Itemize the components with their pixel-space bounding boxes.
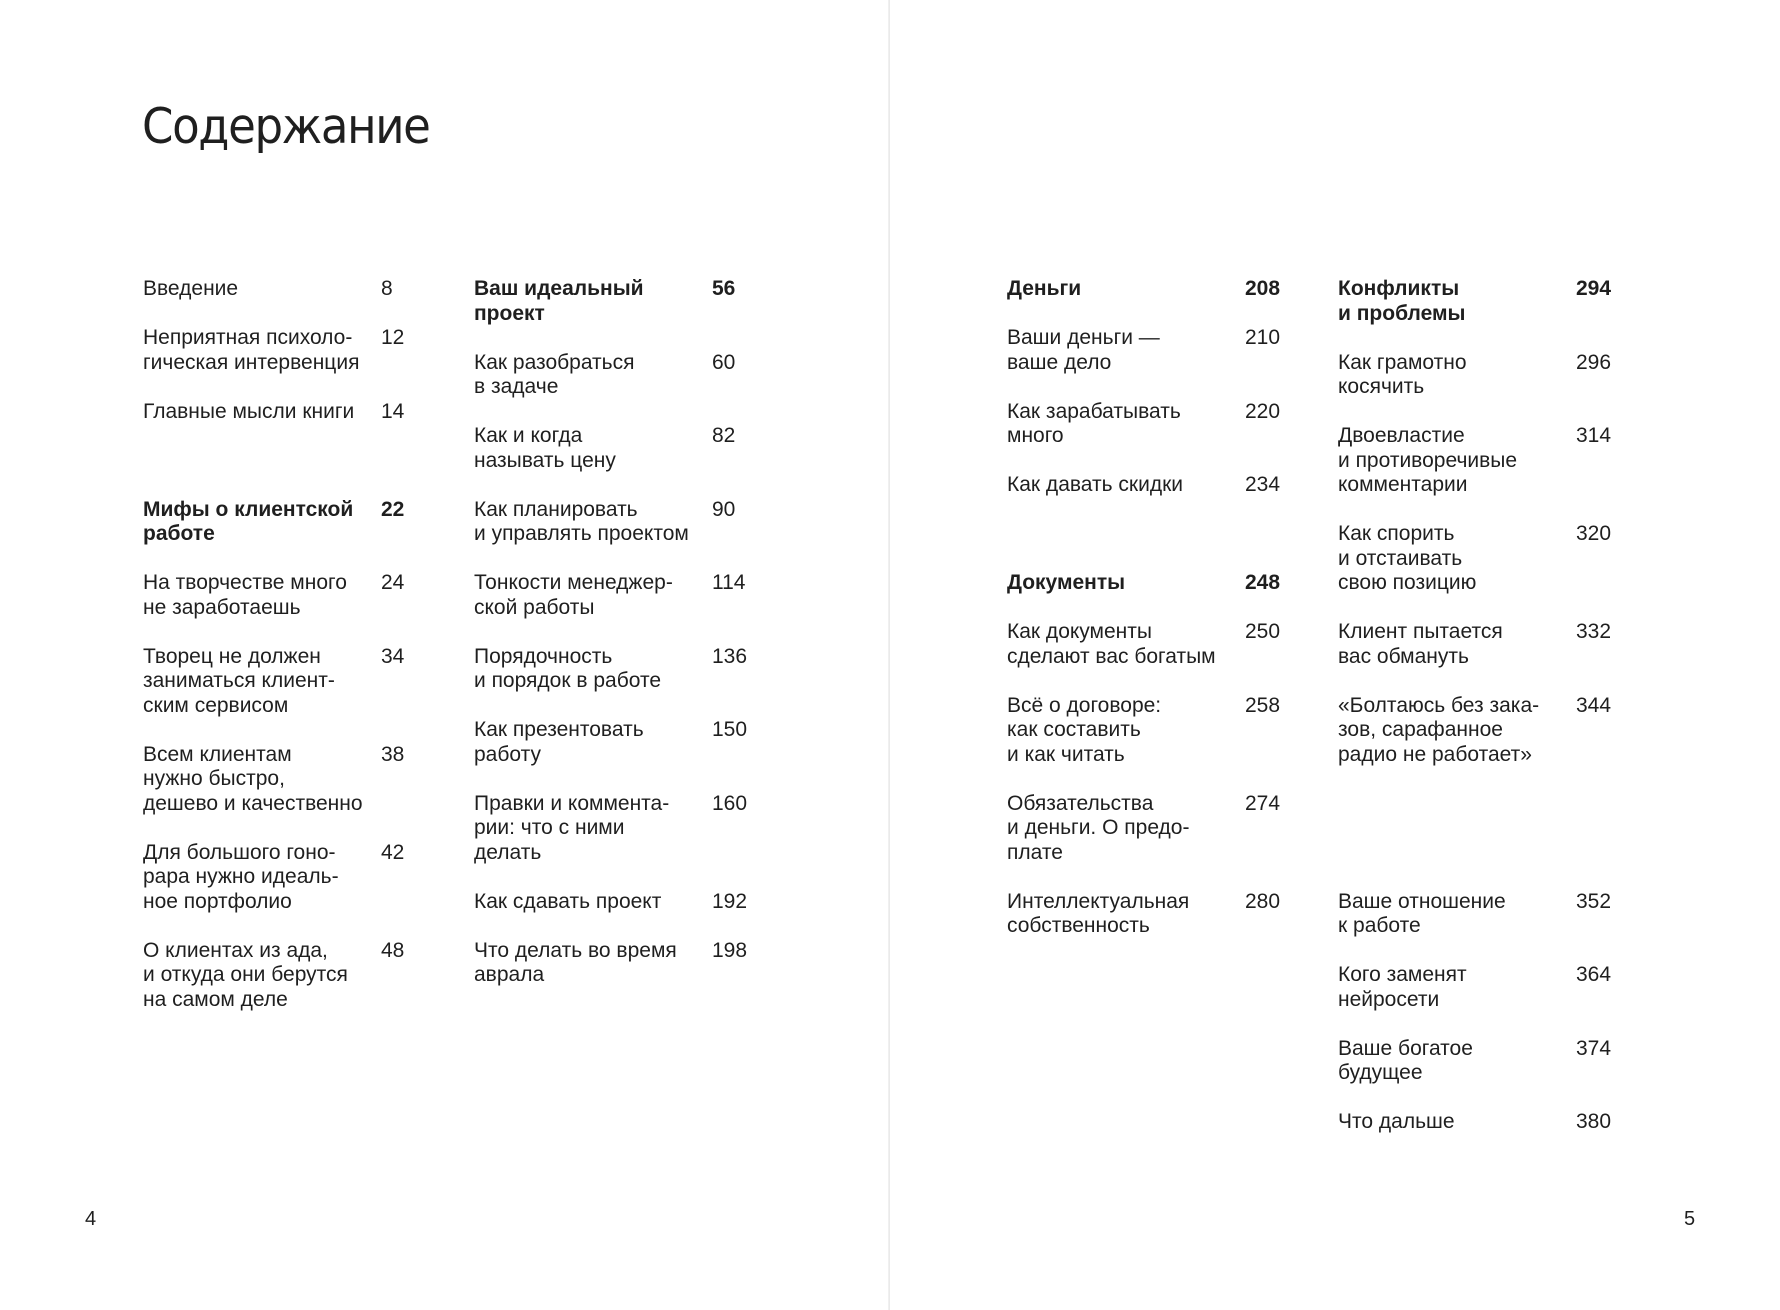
toc-column-right-b	[1338, 277, 1626, 1159]
page-number-left: 4	[85, 1208, 97, 1230]
toc-entry-page: 294	[1576, 277, 1612, 300]
toc-entry-page: 38	[381, 742, 405, 766]
toc-section-heading	[1007, 277, 1295, 302]
toc-section-heading	[1007, 571, 1295, 596]
toc-entry-label: Как грамотно косячить	[1338, 350, 1467, 398]
toc-entry-page: 274	[1245, 791, 1281, 815]
toc-entry-page: 42	[381, 840, 405, 864]
toc-entry-page: 8	[381, 277, 393, 300]
toc-entry-page: 210	[1245, 326, 1281, 349]
toc-entry-page: 380	[1576, 1110, 1612, 1133]
toc-entry-page: 344	[1576, 693, 1612, 717]
toc-entry-label: Ваш идеальный проект	[474, 277, 644, 325]
toc-entry-label: Кого заменят нейросети	[1338, 963, 1467, 1011]
toc-entry-label: Как сдавать проект	[474, 889, 662, 913]
toc-entry-label: Для большого гоно- рара нужно идеаль- ное портфолио	[143, 840, 339, 913]
toc-entry	[474, 498, 762, 547]
toc-entry	[143, 939, 431, 1013]
toc-entry	[143, 841, 431, 915]
toc-entry-page: 24	[381, 571, 405, 594]
toc-entry-page: 296	[1576, 350, 1612, 374]
toc-entry-label: Неприятная психоло- гическая интервенция	[143, 326, 360, 374]
toc-entry-page: 332	[1576, 620, 1612, 643]
toc-entry	[1007, 473, 1295, 498]
toc-entry-page: 12	[381, 326, 405, 349]
toc-entry	[1338, 620, 1626, 669]
page-title: Содержание	[142, 98, 430, 155]
toc-entry-label: Всем клиентам нужно быстро, дешево и качественно	[143, 742, 363, 815]
toc-entry-page: 258	[1245, 693, 1281, 717]
toc-entry-label: Как спорить и отстаивать свою позицию	[1338, 522, 1477, 594]
toc-entry-page: 234	[1245, 473, 1281, 496]
toc-entry-label: Ваши деньги — ваше дело	[1007, 326, 1160, 374]
toc-column-right-a	[1007, 277, 1295, 963]
toc-entry-page: 320	[1576, 522, 1612, 545]
toc-column-left-a	[143, 277, 431, 1037]
toc-entry-page: 220	[1245, 399, 1281, 423]
toc-entry	[1007, 620, 1295, 669]
toc-entry	[143, 400, 431, 425]
toc-entry	[1007, 890, 1295, 939]
toc-entry-page: 136	[712, 644, 748, 668]
toc-entry-page: 364	[1576, 963, 1612, 986]
toc-entry-label: Клиент пытается вас обмануть	[1338, 620, 1503, 668]
toc-entry-page: 90	[712, 497, 736, 521]
toc-entry	[143, 571, 431, 620]
toc-entry	[474, 718, 762, 767]
toc-entry-page: 114	[712, 571, 746, 594]
toc-entry-label: Как планировать и управлять проектом	[474, 497, 689, 545]
page-number-right: 5	[1684, 1208, 1696, 1230]
toc-entry	[1338, 890, 1626, 939]
toc-entry-page: 208	[1245, 277, 1281, 300]
toc-entry-label: Ваше отношение к работе	[1338, 889, 1506, 937]
toc-entry	[1338, 1110, 1626, 1135]
toc-entry	[1007, 694, 1295, 768]
toc-entry-label: Как документы сделают вас богатым	[1007, 620, 1216, 668]
toc-entry-label: Как и когда называть цену	[474, 424, 616, 472]
toc-entry-label: Правки и коммента- рии: что с ними делать	[474, 791, 670, 864]
toc-section-heading	[474, 277, 762, 326]
toc-entry-page: 22	[381, 497, 405, 521]
toc-entry-label: «Болтаюсь без зака- зов, сарафанное радио не работает»	[1338, 693, 1540, 766]
toc-entry-label: Главные мысли книги	[143, 399, 355, 423]
section-spacer	[1338, 792, 1626, 890]
toc-entry-label: Как зарабатывать много	[1007, 399, 1181, 447]
toc-entry-page: 280	[1245, 889, 1281, 913]
toc-entry	[1338, 522, 1626, 596]
toc-entry	[474, 424, 762, 473]
toc-entry-label: Творец не должен заниматься клиент- ским сервисом	[143, 644, 335, 717]
toc-entry-page: 60	[712, 350, 736, 374]
toc-entry	[143, 277, 431, 302]
toc-entry-label: Всё о договоре: как составить и как читать	[1007, 693, 1162, 766]
section-spacer	[143, 449, 431, 498]
toc-entry-page: 198	[712, 938, 748, 962]
toc-entry-page: 14	[381, 399, 405, 423]
toc-entry-label: Порядочность и порядок в работе	[474, 644, 662, 692]
toc-entry	[474, 890, 762, 915]
toc-entry-label: Тонкости менеджер- ской работы	[474, 571, 673, 619]
toc-entry-page: 248	[1245, 571, 1281, 594]
toc-entry-label: Деньги	[1007, 277, 1082, 300]
toc-entry	[1338, 351, 1626, 400]
toc-entry-label: Мифы о клиентской работе	[143, 497, 354, 545]
toc-entry	[474, 571, 762, 620]
toc-entry-page: 192	[712, 889, 748, 913]
toc-entry-page: 56	[712, 277, 736, 300]
toc-entry-page: 34	[381, 644, 405, 668]
toc-entry	[143, 326, 431, 375]
toc-entry-label: Как презентовать работу	[474, 718, 644, 766]
toc-column-left-b	[474, 277, 762, 1012]
toc-entry-label: О клиентах из ада, и откуда они берутся на самом деле	[143, 938, 348, 1011]
toc-entry	[143, 743, 431, 817]
toc-entry-label: Что дальше	[1338, 1110, 1455, 1133]
toc-entry	[1007, 326, 1295, 375]
toc-entry-label: Введение	[143, 277, 239, 300]
toc-entry	[474, 792, 762, 866]
toc-entry	[143, 645, 431, 719]
toc-section-heading	[143, 498, 431, 547]
toc-entry-label: Двоевластие и противоречивые комментарии	[1338, 424, 1518, 496]
toc-entry-label: Конфликты и проблемы	[1338, 277, 1466, 325]
toc-entry-label: Обязательства и деньги. О предо- плате	[1007, 791, 1190, 864]
toc-entry	[1338, 424, 1626, 498]
right-page	[890, 0, 1780, 1310]
toc-entry	[1007, 400, 1295, 449]
toc-entry-label: Как давать скидки	[1007, 473, 1183, 496]
toc-entry-label: Интеллектуальная собственность	[1007, 889, 1190, 937]
toc-entry	[1007, 792, 1295, 866]
section-spacer	[1007, 522, 1295, 571]
toc-entry	[1338, 963, 1626, 1012]
toc-entry-page: 160	[712, 791, 748, 815]
toc-entry-page: 374	[1576, 1036, 1612, 1060]
toc-section-heading	[1338, 277, 1626, 326]
toc-entry	[474, 351, 762, 400]
toc-entry	[1338, 1037, 1626, 1086]
toc-entry	[474, 939, 762, 988]
toc-entry-page: 314	[1576, 424, 1612, 447]
toc-entry-page: 82	[712, 424, 736, 447]
toc-entry-page: 250	[1245, 620, 1281, 643]
toc-entry-label: Документы	[1007, 571, 1126, 594]
toc-entry-label: Как разобраться в задаче	[474, 350, 635, 398]
toc-entry	[1338, 694, 1626, 768]
toc-entry-page: 48	[381, 938, 405, 962]
toc-entry-label: Что делать во время аврала	[474, 938, 677, 986]
toc-entry-page: 150	[712, 718, 748, 741]
toc-entry	[474, 645, 762, 694]
toc-entry-label: Ваше богатое будущее	[1338, 1036, 1473, 1084]
toc-entry-label: На творчестве много не заработаешь	[143, 571, 347, 619]
toc-entry-page: 352	[1576, 889, 1612, 913]
